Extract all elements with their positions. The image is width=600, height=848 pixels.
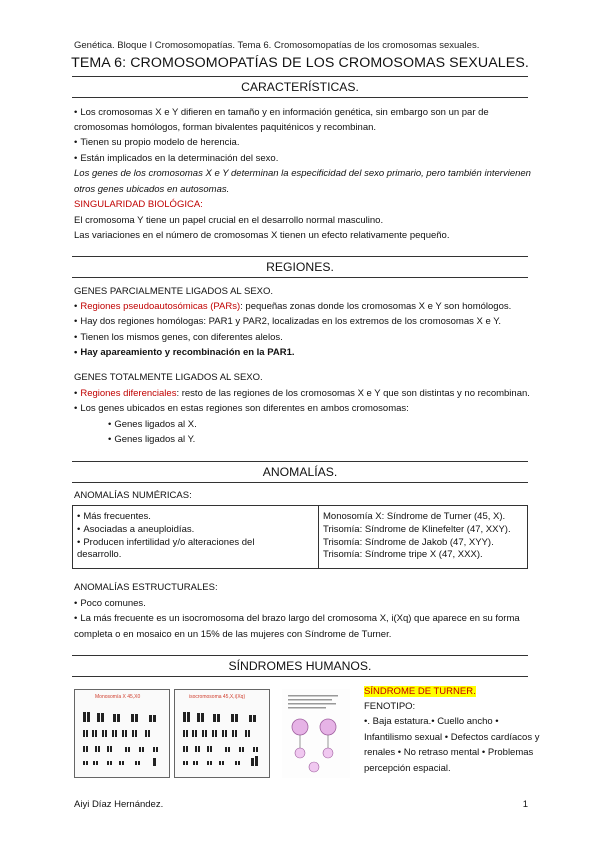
list-item: Monosomía X: Síndrome de Turner (45, X).	[323, 511, 506, 522]
fenotipo-line: Infantilismo sexual • Defectos cardíacos y	[364, 732, 540, 743]
meiosis-diagram-image	[282, 689, 350, 778]
list-item-continuation: desarrollo.	[77, 549, 122, 561]
list-item: • Regiones diferenciales: resto de las regiones de los cromosomas X e Y que son distintas y no recombinan.	[74, 388, 530, 399]
fenotipo-line: percepción espacial.	[364, 763, 451, 774]
page-number: 1	[522, 799, 528, 810]
fenotipo-label: FENOTIPO:	[364, 701, 416, 712]
turner-syndrome-title: SÍNDROME DE TURNER.	[364, 686, 476, 697]
sub-list-item: • Genes ligados al X.	[108, 419, 197, 430]
subsection-title: ANOMALÍAS ESTRUCTURALES:	[74, 582, 218, 593]
breadcrumb: Genética. Bloque I Cromosomopatías. Tema 6. Cromosomopatías de los cromosomas sexuales.	[74, 40, 480, 51]
list-item: • Los genes ubicados en estas regiones son diferentes en ambos cromosomas:	[74, 403, 409, 414]
page-title: TEMA 6: CROMOSOMOPATÍAS DE LOS CROMOSOMAS SEXUALES.	[71, 55, 529, 71]
list-item: • Poco comunes.	[74, 598, 146, 609]
list-item: Trisomía: Síndrome tripe X (47, XXX).	[323, 549, 483, 561]
footer-author: Aiyi Díaz Hernández.	[74, 799, 164, 810]
list-item: • Tienen los mismos genes, con diferentes alelos.	[74, 332, 283, 343]
fenotipo-line: •. Baja estatura.• Cuello ancho •	[364, 716, 499, 727]
section-heading-sindromes: SÍNDROMES HUMANOS.	[72, 655, 528, 677]
list-item: • Están implicados en la determinación del sexo.	[74, 153, 279, 164]
list-item: • Regiones pseudoautosómicas (PARs): pequeñas zonas donde los cromosomas X e Y son homólogos.	[74, 301, 512, 312]
list-item: • Asociadas a aneuploidías.	[77, 523, 195, 535]
list-item: • Producen infertilidad y/o alteraciones del	[77, 536, 255, 548]
karyotype-label: Monosomía X 45,X0	[95, 694, 141, 700]
karyotype-chromosomes	[175, 690, 269, 777]
subsection-title: GENES TOTALMENTE LIGADOS AL SEXO.	[74, 372, 263, 383]
paragraph: Las variaciones en el número de cromosomas X tienen un efecto relativamente pequeño.	[74, 230, 450, 241]
subsection-title: GENES PARCIALMENTE LIGADOS AL SEXO.	[74, 286, 274, 297]
anomalias-numericas-table	[72, 505, 528, 569]
list-item: • Los cromosomas X e Y difieren en tamaño y en información genética, sin embargo son un par de	[74, 107, 489, 118]
sub-list-item: • Genes ligados al Y.	[108, 434, 196, 445]
list-item: • Tienen su propio modelo de herencia.	[74, 137, 240, 148]
list-item: • La más frecuente es un isocromosoma del brazo largo del cromosoma X, i(Xq) que aparece en su forma	[74, 613, 520, 624]
italic-note: Los genes de los cromosomas X e Y determinan la especificidad del sexo primario, pero también intervienen	[74, 168, 531, 179]
italic-note: otros genes ubicados en autosomas.	[74, 184, 230, 195]
subsection-title: ANOMALÍAS NUMÉRICAS:	[74, 490, 192, 501]
list-item: • Más frecuentes.	[77, 511, 151, 522]
list-item: • Hay dos regiones homólogas: PAR1 y PAR2, localizadas en los extremos de los cromosomas X e Y.	[74, 316, 501, 327]
singularidad-title: SINGULARIDAD BIOLÓGICA:	[74, 199, 203, 210]
karyotype-chromosomes	[75, 690, 169, 777]
karyotype-label: isocromosoma 45,X,i(Xq)	[189, 694, 246, 700]
meiosis-diagram-graphic	[282, 689, 350, 778]
diferenciales-label: Regiones diferenciales	[80, 388, 177, 399]
list-item-continuation: completa o en mosaico en un 15% de las mujeres con Síndrome de Turner.	[74, 629, 392, 640]
paragraph: El cromosoma Y tiene un papel crucial en el desarrollo normal masculino.	[74, 215, 384, 226]
list-item: • Hay apareamiento y recombinación en la PAR1.	[74, 347, 295, 358]
section-heading-caracteristicas: CARACTERÍSTICAS.	[72, 76, 528, 98]
section-heading-anomalias: ANOMALÍAS.	[72, 461, 528, 483]
list-item: Trisomía: Síndrome de Klinefelter (47, XXY).	[323, 523, 511, 535]
table-cell-left	[73, 506, 319, 569]
karyotype-image-isochromosome	[174, 689, 270, 778]
pars-label: Regiones pseudoautosómicas (PARs)	[80, 301, 241, 312]
karyotype-image-turner	[74, 689, 170, 778]
list-item: Trisomía: Síndrome de Jakob (47, XYY).	[323, 536, 494, 548]
section-heading-regiones: REGIONES.	[72, 256, 528, 278]
list-item-continuation: cromosomas homólogos, forman bivalentes paquiténicos y recombinan.	[74, 122, 377, 133]
table-cell-right	[319, 506, 528, 569]
fenotipo-line: renales • No retraso mental • Problemas	[364, 747, 534, 758]
